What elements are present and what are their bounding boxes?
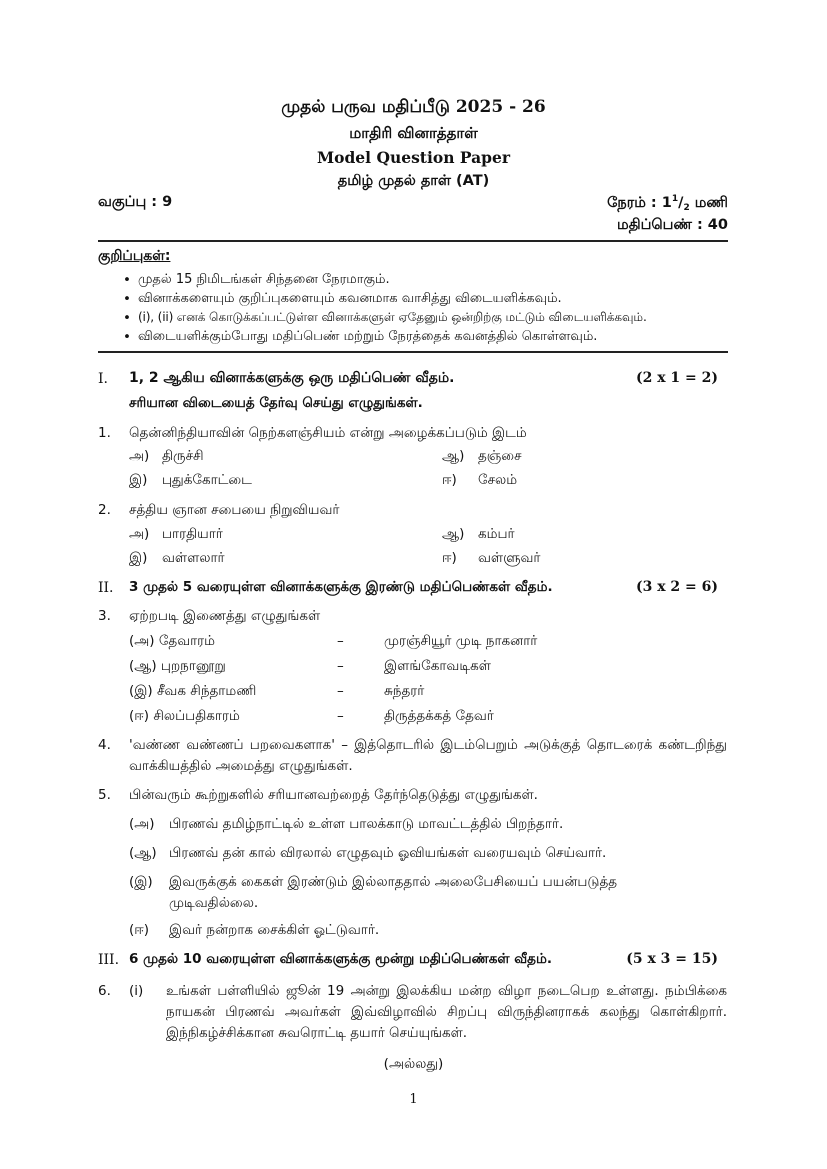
- section-3-title: 6 முதல் 10 வரையுள்ள வினாக்களுக்கு மூன்று மதிப்பெண்கள் வீதம்.: [129, 951, 552, 967]
- statement-a: பிரணவ் தமிழ்நாட்டில் உள்ள பாலக்காடு மாவட்டத்தில் பிறந்தார்.: [169, 816, 564, 832]
- option-key: அ): [129, 526, 150, 542]
- question-1-option-c: புதுக்கோட்டை: [162, 472, 252, 488]
- match-dash: –: [337, 633, 344, 649]
- match-right-d: திருத்தக்கத் தேவர்: [384, 708, 494, 724]
- statement-b: பிரணவ் தன் கால் விரலால் எழுதவும் ஓவியங்கள் வரையவும் செய்வார்.: [169, 845, 607, 861]
- question-number: 6.: [98, 983, 111, 999]
- question-number: 3.: [98, 608, 111, 624]
- option-key: ஆ): [442, 526, 465, 542]
- match-dash: –: [337, 708, 344, 724]
- question-number: 2.: [98, 502, 111, 518]
- match-left-b: (ஆ) புறநானூறு: [129, 658, 226, 674]
- option-key: அ): [129, 448, 150, 464]
- question-1-option-b: தஞ்சை: [478, 448, 522, 464]
- or-label: (அல்லது): [383, 1056, 444, 1072]
- match-dash: –: [337, 683, 344, 699]
- question-2-text: சத்திய ஞான சபையை நிறுவியவர்: [129, 502, 340, 518]
- exam-title: முதல் பருவ மதிப்பீடு 2025 - 26: [281, 97, 546, 117]
- paper-type-tamil: மாதிரி வினாத்தாள்: [349, 124, 478, 142]
- question-2-option-b: கம்பர்: [478, 526, 515, 542]
- option-key: ஆ): [442, 448, 465, 464]
- statement-c: இவருக்குக் கைகள் இரண்டும் இல்லாததால் அலைபேசியைப் பயன்படுத்த முடிவதில்லை.: [169, 874, 618, 911]
- option-key: ஈ): [442, 550, 457, 566]
- statement-key: (ஆ): [129, 845, 157, 861]
- section-1-subtitle: சரியான விடையைத் தேர்வு செய்து எழுதுங்கள்.: [129, 395, 423, 411]
- question-2-option-a: பாரதியார்: [162, 526, 223, 542]
- marks-label: மதிப்பெண் : 40: [617, 217, 728, 233]
- section-3-number: III.: [98, 952, 120, 968]
- match-right-b: இளங்கோவடிகள்: [384, 658, 491, 674]
- divider-notes: [98, 351, 728, 353]
- section-2-marks: (3 x 2 = 6): [635, 579, 718, 595]
- question-3-text: ஏற்றபடி இணைத்து எழுதுங்கள்: [129, 608, 321, 624]
- section-2-title: 3 முதல் 5 வரையுள்ள வினாக்களுக்கு இரண்டு மதிப்பெண்கள் வீதம்.: [129, 579, 553, 595]
- match-right-a: முரஞ்சியூர் முடி நாகனார்: [384, 633, 538, 649]
- question-6-sub-number: (i): [129, 983, 144, 999]
- option-key: இ): [129, 550, 148, 566]
- section-3-marks: (5 x 3 = 15): [626, 951, 718, 967]
- subject-title: தமிழ் முதல் தாள் (AT): [337, 173, 490, 189]
- section-2-number: II.: [98, 580, 114, 596]
- paper-type-english: Model Question Paper: [316, 148, 511, 167]
- match-left-c: (இ) சீவக சிந்தாமணி: [129, 683, 257, 699]
- divider-top: [98, 240, 728, 242]
- option-key: இ): [129, 472, 148, 488]
- question-number: 4.: [98, 737, 111, 753]
- match-left-d: (ஈ) சிலப்பதிகாரம்: [129, 708, 240, 724]
- statement-key: (இ): [129, 874, 153, 890]
- match-right-c: சுந்தரர்: [384, 683, 425, 699]
- question-1-text: தென்னிந்தியாவின் நெற்களஞ்சியம் என்று அழைக்கப்படும் இடம்: [129, 425, 527, 441]
- statement-d: இவர் நன்றாக சைக்கிள் ஓட்டுவார்.: [169, 922, 380, 938]
- question-number: 5.: [98, 787, 111, 803]
- question-2-option-d: வள்ளுவர்: [478, 550, 541, 566]
- time-label: நேரம் : $1^1/_2$ மணி: [607, 194, 728, 213]
- statement-key: (ஈ): [129, 922, 150, 938]
- question-1-option-a: திருச்சி: [162, 448, 204, 464]
- question-number: 1.: [98, 425, 111, 441]
- option-key: ஈ): [442, 472, 457, 488]
- statement-key: (அ): [129, 816, 155, 832]
- match-left-a: (அ) தேவாரம்: [129, 633, 216, 649]
- page-number: 1: [409, 1092, 418, 1107]
- section-1-title: 1, 2 ஆகிய வினாக்களுக்கு ஒரு மதிப்பெண் வீதம்.: [129, 370, 455, 386]
- notes-heading: குறிப்புகள்:: [98, 248, 171, 264]
- section-1-number: I.: [98, 371, 108, 387]
- section-1-marks: (2 x 1 = 2): [635, 370, 718, 386]
- question-5-text: பின்வரும் கூற்றுகளில் சரியானவற்றைத் தேர்ந்தெடுத்து எழுதுங்கள்.: [129, 787, 538, 803]
- question-2-option-c: வள்ளலார்: [162, 550, 225, 566]
- question-4-text: 'வண்ண வண்ணப் பறவைகளாக' – இத்தொடரில் இடம்பெறும் அடுக்குத் தொடரைக் கண்டறிந்து வாக்கியத்தில் அமைத்து எழுதுங்கள்.: [129, 737, 727, 774]
- question-6-text: உங்கள் பள்ளியில் ஜூன் 19 அன்று இலக்கிய மன்ற விழா நடைபெற உள்ளது. நம்பிக்கை நாயகன் பிரணவ் அவர்கள் இவ்விழாவில் சிறப்பு விருந்தினராகக் கலந்து கொள்கிறார். இந்நிகழ்ச்சிக்கான சுவரொட்டி தயார் செய்யுங்கள்.: [166, 983, 727, 1041]
- class-label: வகுப்பு : 9: [98, 194, 173, 210]
- match-dash: –: [337, 658, 344, 674]
- question-1-option-d: சேலம்: [478, 472, 518, 488]
